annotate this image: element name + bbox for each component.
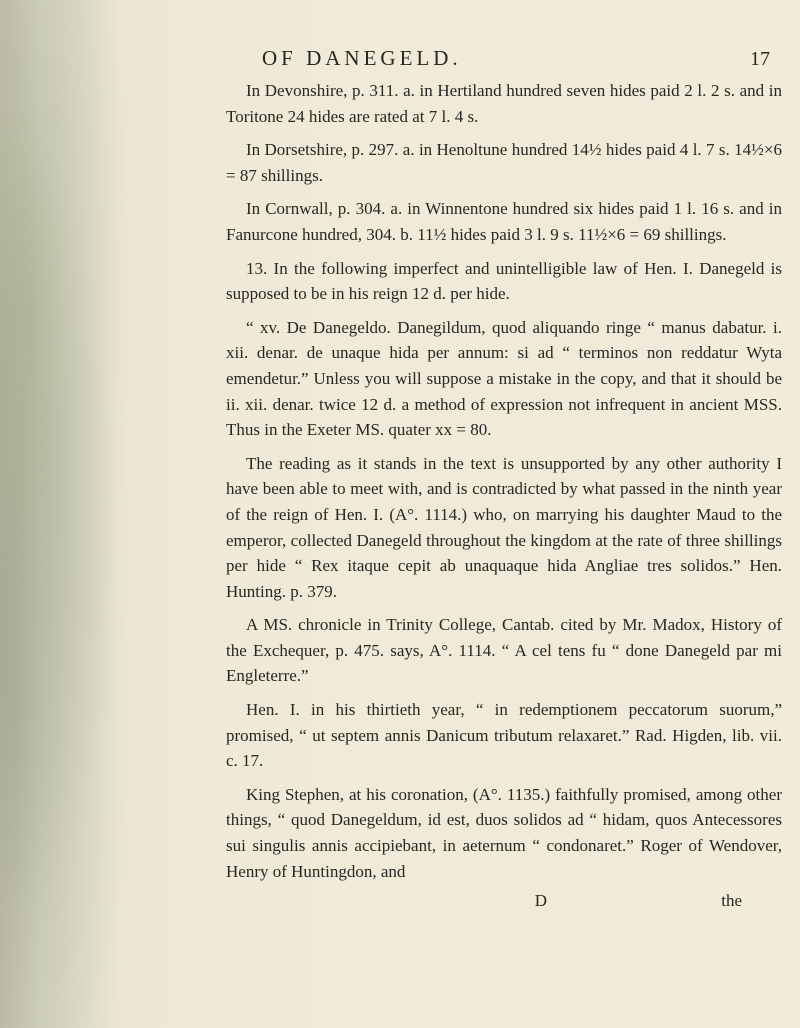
page-footer — [226, 888, 782, 914]
paragraph-ms-chronicle: A MS. chronicle in Trinity College, Cantab. cited by Mr. Madox, History of the Exchequer, p. 475. says, A°. 1114. “ A cel tens fu “ done Danegeld par mi Engleterre.” — [226, 615, 782, 686]
catchword: the — [721, 891, 742, 911]
page-number: 17 — [750, 48, 770, 70]
paragraph-cornwall: In Cornwall, p. 304. a. in Winnentone hundred six hides paid 1 l. 16 s. and in Fanurcone hundred, 304. b. 11½ hides paid 3 l. 9 s. 11½×6 = 69 shillings. — [226, 199, 782, 244]
paragraph-dorsetshire: In Dorsetshire, p. 297. a. in Henoltune hundred 14½ hides paid 4 l. 7 s. 14½×6 = 87 shillings. — [226, 140, 782, 185]
paragraph-de-danegeldo: “ xv. De Danegeldo. Danegildum, quod aliquando ringe “ manus dabatur. i. xii. denar. de unaque hida per annum: si ad “ terminos non reddatur Wyta emendetur.” Unless you will suppose a mistake in the copy, and that it should be ii. xii. denar. twice 12 d. a method of expression not infrequent in ancient MSS. Thus in the Exeter MS. quater xx = 80. — [226, 317, 782, 440]
paragraph-king-stephen: King Stephen, at his coronation, (A°. 1135.) faithfully promised, among other things, “ quod Danegeldum, id est, duos solidos ad “ hidam, quos Antecessores sui singulis annis accipiebant, in aeternum “ condonaret.” Roger of Wendover, Henry of Huntingdon, and — [226, 784, 782, 881]
page-body — [226, 78, 782, 914]
paragraph-law-hen-i: 13. In the following imperfect and unintelligible law of Hen. I. Danegeld is supposed to be in his reign 12 d. per hide. — [226, 258, 782, 304]
paragraph-reading: The reading as it stands in the text is unsupported by any other authority I have been able to meet with, and is contradicted by what passed in the ninth year of the reign of Hen. I. (A°. 1114.) who, on marrying his daughter Maud to the emperor, collected Danegeld throughout the kingdom at the rate of three shillings per hide “ Rex itaque cepit ab unaquaque hida Angliae tres solidos.” Hen. Hunting. p. 379. — [226, 453, 782, 601]
paragraph-hen-thirtieth: Hen. I. in his thirtieth year, “ in redemptionem peccatorum suorum,” promised, “ ut septem annis Danicum tributum relaxaret.” Rad. Higden, lib. vii. c. 17. — [226, 700, 782, 771]
paragraph-devonshire: In Devonshire, p. 311. a. in Hertiland hundred seven hides paid 2 l. 2 s. and in Toritone 24 hides are rated at 7 l. 4 s. — [226, 81, 782, 126]
running-header: OF DANEGELD. — [262, 46, 462, 70]
page-edge-shadow — [0, 0, 150, 1028]
signature-mark: D — [534, 891, 547, 911]
